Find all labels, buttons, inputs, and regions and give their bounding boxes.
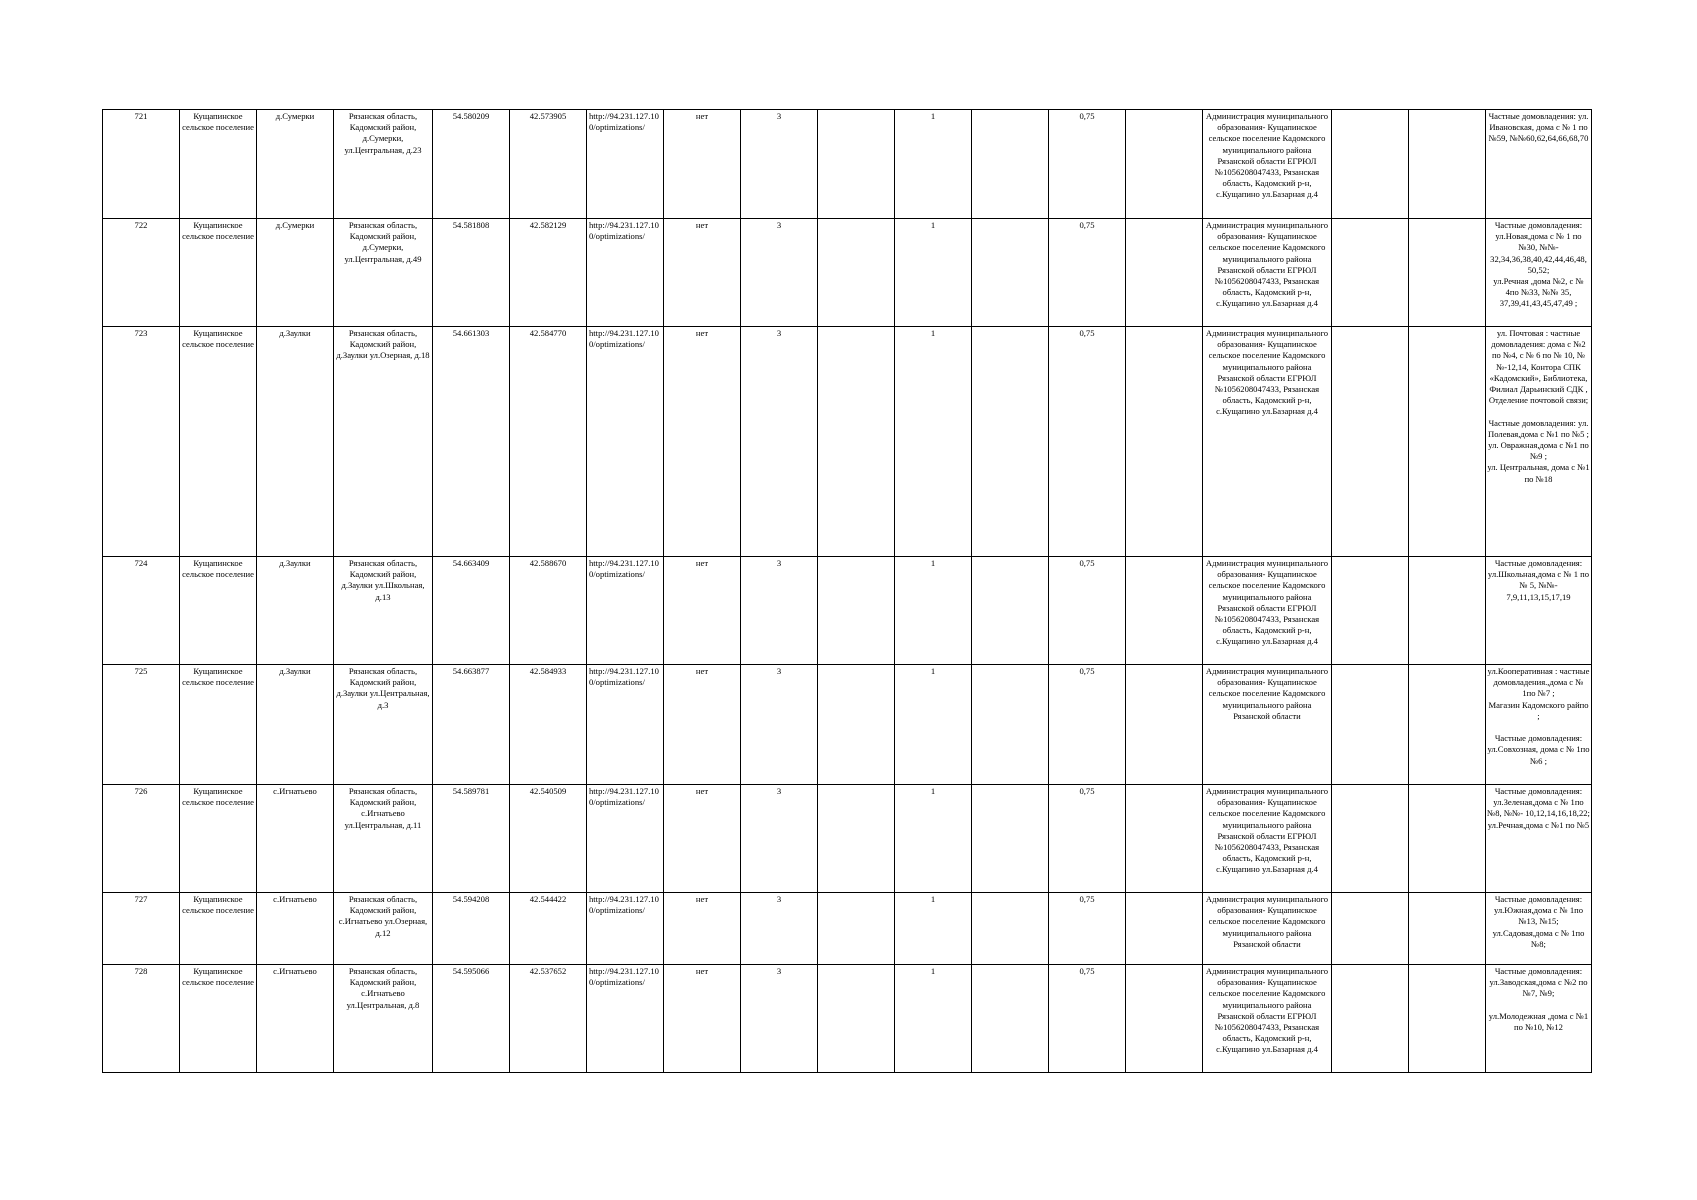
count-cell: 1 [895,327,972,557]
volume-cell: 0,75 [1049,110,1126,219]
latitude-cell: 54.663409 [433,557,510,665]
longitude-cell: 42.584770 [510,327,587,557]
settlement-cell: Кущапинское сельское поселение [180,110,257,219]
latitude-cell: 54.594208 [433,893,510,965]
row-number-cell: 722 [103,219,180,327]
count-cell: 1 [895,785,972,893]
empty-cell [818,110,895,219]
flag-cell: нет [664,557,741,665]
flag-cell: нет [664,893,741,965]
empty-cell [972,327,1049,557]
empty-cell [1126,965,1203,1073]
latitude-cell: 54.580209 [433,110,510,219]
table-row [103,327,1592,557]
map-link-cell[interactable]: http://94.231.127.10 0/optimizations/ [587,327,664,557]
row-number-cell: 728 [103,965,180,1073]
flag-cell: нет [664,219,741,327]
empty-cell [972,219,1049,327]
table-row [103,893,1592,965]
empty-cell [1126,785,1203,893]
owner-cell: Администрация муниципального образования- Кущапинское сельское поселение Кадомского муниципального района Рязанской области [1203,665,1332,785]
empty-cell [1332,557,1409,665]
owner-cell: Администрация муниципального образования- Кущапинское сельское поселение Кадомского муниципального района Рязанской области ЕГРЮЛ №1056208047433, Рязанская область, Кадомский р-н, с.Кущапино ул.Базарная д.4 [1203,965,1332,1073]
longitude-cell: 42.584933 [510,665,587,785]
owner-cell: Администрация муниципального образования- Кущапинское сельское поселение Кадомского муниципального района Рязанской области ЕГРЮЛ №1056208047433, Рязанская область, Кадомский р-н, с.Кущапино ул.Базарная д.4 [1203,327,1332,557]
count-cell: 3 [741,785,818,893]
empty-cell [818,557,895,665]
empty-cell [972,110,1049,219]
address-cell: Рязанская область, Кадомский район, с.Игнатьево ул.Озерная, д.12 [334,893,433,965]
address-cell: Рязанская область, Кадомский район, д.Заулки ул.Школьная, д.13 [334,557,433,665]
row-number-cell: 727 [103,893,180,965]
map-link-cell[interactable]: http://94.231.127.10 0/optimizations/ [587,110,664,219]
volume-cell: 0,75 [1049,557,1126,665]
longitude-cell: 42.540509 [510,785,587,893]
locality-cell: д.Заулки [257,327,334,557]
volume-cell: 0,75 [1049,219,1126,327]
empty-cell [1409,219,1486,327]
empty-cell [1332,665,1409,785]
volume-cell: 0,75 [1049,327,1126,557]
volume-cell: 0,75 [1049,665,1126,785]
map-link-cell[interactable]: http://94.231.127.10 0/optimizations/ [587,557,664,665]
row-number-cell: 725 [103,665,180,785]
count-cell: 3 [741,893,818,965]
served-objects-cell: Частные домовладения: ул.Новая,дома с № 1 по №30, №№- 32,34,36,38,40,42,44,46,48, 50,52; ул.Речная ,дома №2, с № 4по №33, №№ 35, 37,39,41,43,45,47,49 ; [1486,219,1592,327]
empty-cell [1409,110,1486,219]
table-row [103,219,1592,327]
flag-cell: нет [664,785,741,893]
locality-cell: д.Заулки [257,665,334,785]
flag-cell: нет [664,110,741,219]
locality-cell: д.Сумерки [257,219,334,327]
table-row [103,110,1592,219]
address-cell: Рязанская область, Кадомский район, д.Сумерки, ул.Центральная, д.49 [334,219,433,327]
latitude-cell: 54.589781 [433,785,510,893]
empty-cell [818,219,895,327]
row-number-cell: 726 [103,785,180,893]
count-cell: 1 [895,557,972,665]
empty-cell [1409,785,1486,893]
map-link-cell[interactable]: http://94.231.127.10 0/optimizations/ [587,219,664,327]
count-cell: 1 [895,893,972,965]
longitude-cell: 42.544422 [510,893,587,965]
empty-cell [1126,110,1203,219]
latitude-cell: 54.581808 [433,219,510,327]
address-cell: Рязанская область, Кадомский район, д.Заулки ул.Озерная, д.18 [334,327,433,557]
empty-cell [1126,665,1203,785]
address-cell: Рязанская область, Кадомский район, с.Игнатьево ул.Центральная, д.8 [334,965,433,1073]
empty-cell [972,785,1049,893]
empty-cell [1332,219,1409,327]
settlement-cell: Кущапинское сельское поселение [180,327,257,557]
settlement-cell: Кущапинское сельское поселение [180,557,257,665]
address-cell: Рязанская область, Кадомский район, д.Заулки ул.Центральная, д.3 [334,665,433,785]
empty-cell [1332,327,1409,557]
table-row [103,557,1592,665]
volume-cell: 0,75 [1049,893,1126,965]
address-cell: Рязанская область, Кадомский район, д.Сумерки, ул.Центральная, д.23 [334,110,433,219]
served-objects-cell: Частные домовладения: ул.Школьная,дома с № 1 по № 5, №№- 7,9,11,13,15,17,19 [1486,557,1592,665]
locality-cell: д.Сумерки [257,110,334,219]
row-number-cell: 721 [103,110,180,219]
longitude-cell: 42.573905 [510,110,587,219]
count-cell: 3 [741,219,818,327]
empty-cell [1409,893,1486,965]
empty-cell [972,665,1049,785]
empty-cell [1409,557,1486,665]
count-cell: 1 [895,665,972,785]
empty-cell [818,893,895,965]
settlement-cell: Кущапинское сельское поселение [180,219,257,327]
empty-cell [972,965,1049,1073]
settlement-cell: Кущапинское сельское поселение [180,965,257,1073]
empty-cell [1332,965,1409,1073]
empty-cell [1126,219,1203,327]
flag-cell: нет [664,965,741,1073]
latitude-cell: 54.663877 [433,665,510,785]
map-link-cell[interactable]: http://94.231.127.10 0/optimizations/ [587,893,664,965]
map-link-cell[interactable]: http://94.231.127.10 0/optimizations/ [587,665,664,785]
latitude-cell: 54.595066 [433,965,510,1073]
locality-cell: с.Игнатьево [257,785,334,893]
count-cell: 1 [895,965,972,1073]
longitude-cell: 42.537652 [510,965,587,1073]
settlement-cell: Кущапинское сельское поселение [180,665,257,785]
table-row [103,665,1592,785]
row-number-cell: 723 [103,327,180,557]
owner-cell: Администрация муниципального образования- Кущапинское сельское поселение Кадомского муниципального района Рязанской области ЕГРЮЛ №1056208047433, Рязанская область, Кадомский р-н, с.Кущапино ул.Базарная д.4 [1203,110,1332,219]
count-cell: 3 [741,665,818,785]
settlement-cell: Кущапинское сельское поселение [180,893,257,965]
volume-cell: 0,75 [1049,965,1126,1073]
count-cell: 3 [741,327,818,557]
empty-cell [972,557,1049,665]
owner-cell: Администрация муниципального образования- Кущапинское сельское поселение Кадомского муниципального района Рязанской области ЕГРЮЛ №1056208047433, Рязанская область, Кадомский р-н, с.Кущапино ул.Базарная д.4 [1203,557,1332,665]
latitude-cell: 54.661303 [433,327,510,557]
empty-cell [1332,785,1409,893]
empty-cell [1126,327,1203,557]
served-objects-cell: ул. Почтовая : частные домовладения: дома с №2 по №4, с № 6 по № 10, №№-12,14, Контора СПК «Кадомский», Библиотека, Филиал Дарьинский СДК , Отделение почтовой связи; Частные домовладения: ул. Полевая,дома с №1 по №5 ; ул. Овражная,дома с №1 по №9 ; ул. Центральная, дома с №1 по №18 [1486,327,1592,557]
served-objects-cell: Частные домовладения: ул. Ивановская, дома с № 1 по №59, №№60,62,64,66,68,70 [1486,110,1592,219]
empty-cell [1126,557,1203,665]
count-cell: 3 [741,110,818,219]
locality-cell: с.Игнатьево [257,893,334,965]
owner-cell: Администрация муниципального образования- Кущапинское сельское поселение Кадомского муниципального района Рязанской области ЕГРЮЛ №1056208047433, Рязанская область, Кадомский р-н, с.Кущапино ул.Базарная д.4 [1203,219,1332,327]
map-link-cell[interactable]: http://94.231.127.10 0/optimizations/ [587,965,664,1073]
locality-cell: д.Заулки [257,557,334,665]
address-cell: Рязанская область, Кадомский район, с.Игнатьево ул.Центральная, д.11 [334,785,433,893]
empty-cell [1332,110,1409,219]
empty-cell [818,665,895,785]
locality-cell: с.Игнатьево [257,965,334,1073]
empty-cell [818,327,895,557]
empty-cell [818,965,895,1073]
settlement-cell: Кущапинское сельское поселение [180,785,257,893]
served-objects-cell: Частные домовладения: ул.Южная,дома с № 1по №13, №15; ул.Садовая,дома с № 1по №8; [1486,893,1592,965]
served-objects-cell: Частные домовладения: ул.Зеленая,дома с № 1по №8, №№- 10,12,14,16,18,22; ул.Речная,дома с №1 по №5 [1486,785,1592,893]
flag-cell: нет [664,665,741,785]
table-row [103,965,1592,1073]
volume-cell: 0,75 [1049,785,1126,893]
empty-cell [818,785,895,893]
count-cell: 3 [741,557,818,665]
empty-cell [1409,965,1486,1073]
row-number-cell: 724 [103,557,180,665]
owner-cell: Администрация муниципального образования- Кущапинское сельское поселение Кадомского муниципального района Рязанской области [1203,893,1332,965]
empty-cell [1126,893,1203,965]
served-objects-cell: ул.Кооперативная : частные домовладения.,дома с № 1по №7 ; Магазин Кадомского райпо ; Частные домовладения: ул.Совхозная, дома с № 1по №6 ; [1486,665,1592,785]
count-cell: 1 [895,110,972,219]
count-cell: 1 [895,219,972,327]
map-link-cell[interactable]: http://94.231.127.10 0/optimizations/ [587,785,664,893]
flag-cell: нет [664,327,741,557]
owner-cell: Администрация муниципального образования- Кущапинское сельское поселение Кадомского муниципального района Рязанской области ЕГРЮЛ №1056208047433, Рязанская область, Кадомский р-н, с.Кущапино ул.Базарная д.4 [1203,785,1332,893]
served-objects-cell: Частные домовладения: ул.Заводская,дома с №2 по №7, №9; ул.Молодежная ,дома с №1 по №10, №12 [1486,965,1592,1073]
empty-cell [1409,327,1486,557]
longitude-cell: 42.582129 [510,219,587,327]
longitude-cell: 42.588670 [510,557,587,665]
container-sites-table [102,109,1592,1073]
empty-cell [972,893,1049,965]
empty-cell [1409,665,1486,785]
table-row [103,785,1592,893]
empty-cell [1332,893,1409,965]
count-cell: 3 [741,965,818,1073]
